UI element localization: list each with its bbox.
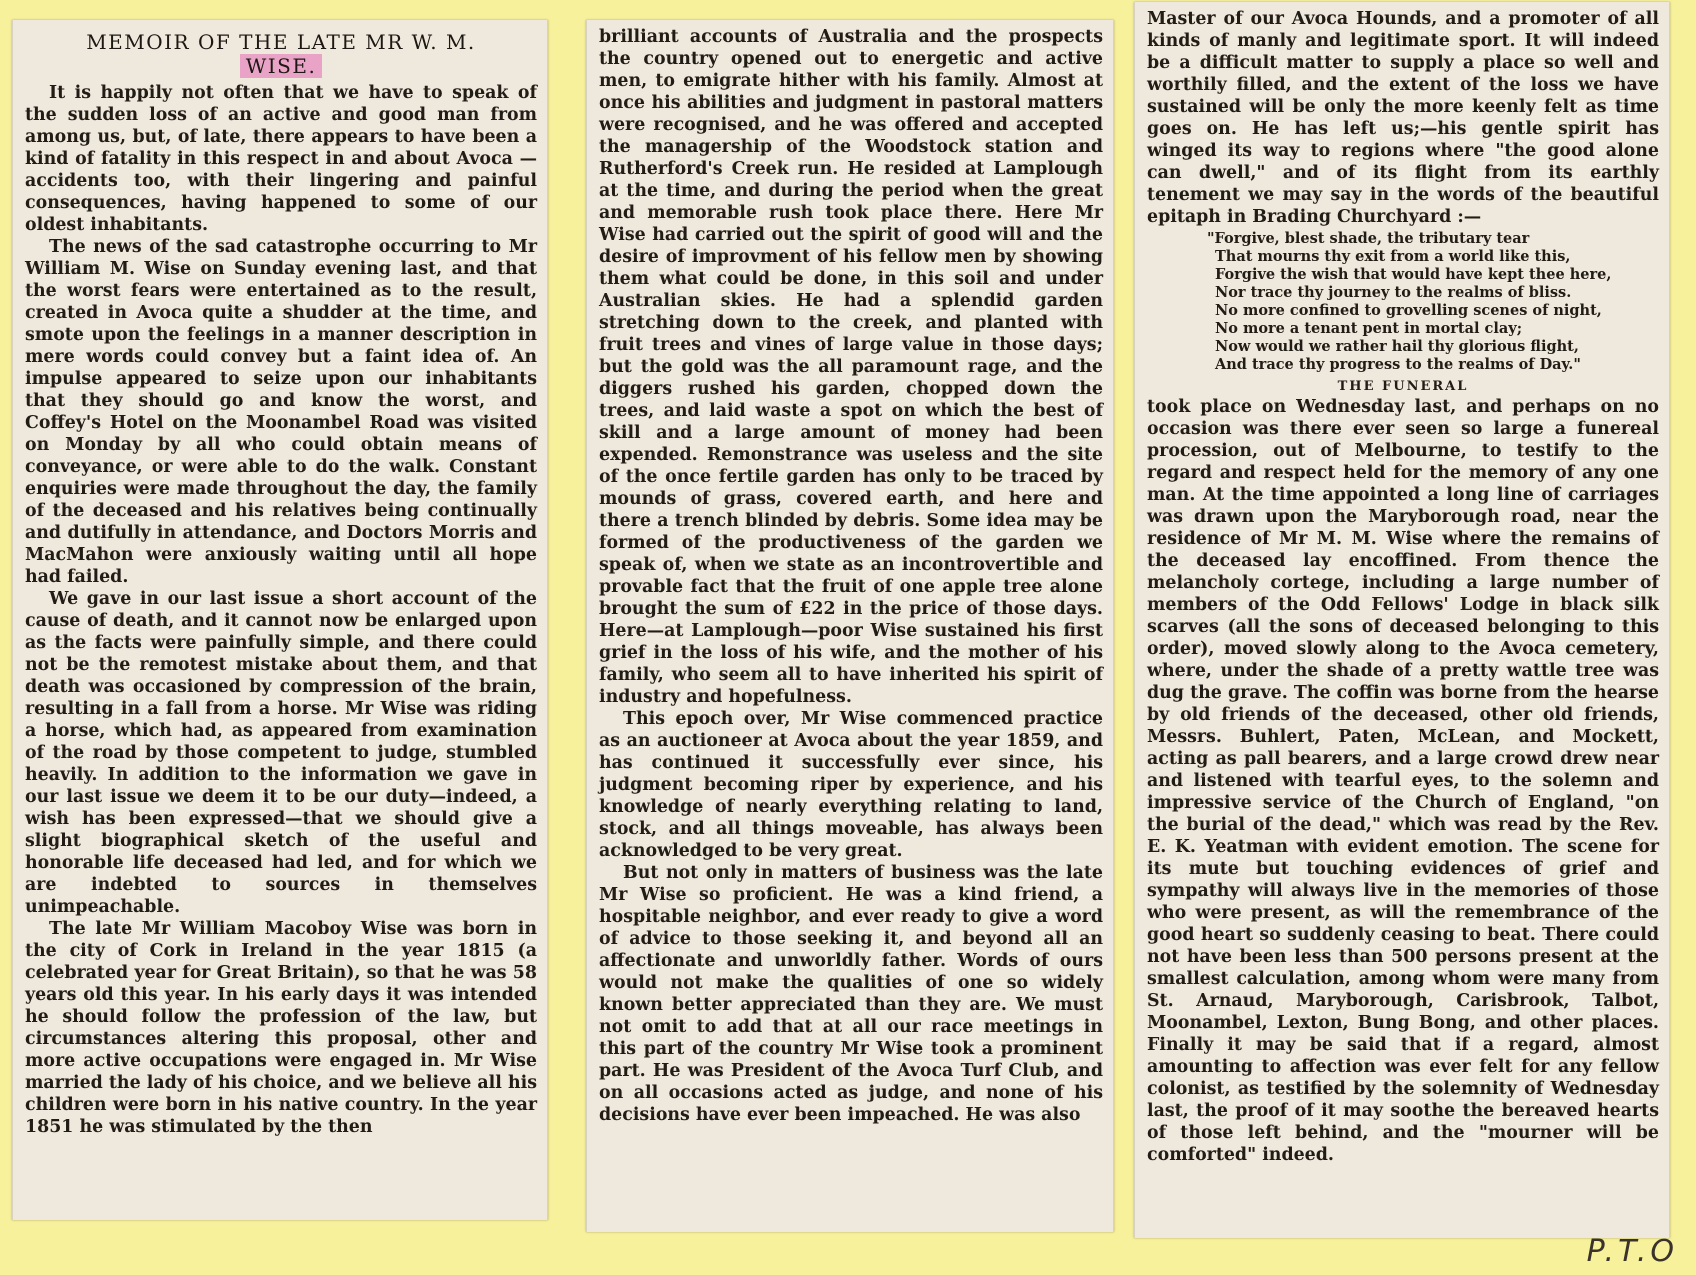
funeral-subheading: THE FUNERAL — [1337, 379, 1469, 394]
paragraph-biography: The late Mr William Macoboy Wise was born in the city of Cork in Ireland in the year 1815 (a celebrated year for Great Britain), so that he was 58 years old this year. In his early days it was intended he should follow the profession of the law, but circumstances altering this proposal, other and more active occupations were engaged in. Mr Wise married the lady of his choice, and we believe all his children were born in his native country. In the year 1851 he was stimulated by the then — [25, 919, 537, 1137]
clipping-column-1 — [12, 20, 548, 1220]
clipping-column-2 — [586, 20, 1114, 1232]
column-1-text — [13, 20, 547, 1138]
epitaph-poem — [1207, 230, 1659, 374]
clipping-column-3 — [1134, 2, 1670, 1238]
poem-line: That mourns thy exit from a world like this, — [1215, 248, 1571, 265]
poem-line: Forgive the wish that would have kept thee here, — [1215, 266, 1612, 283]
paragraph-funeral: took place on Wednesday last, and perhaps on no occasion was there ever seen so large a funereal procession, out of Melbourne, to testify to the regard and respect held for the memory of any one man. At the time appointed a long line of carriages was drawn upon the Maryborough road, near the residence of Mr M. M. Wise where the remains of the deceased lay encoffined. From thence the melancholy cortege, including a large number of members of the Odd Fellows' Lodge in black silk scarves (all the sons of deceased belonging to this order), moved slowly along to the Avoca cemetery, where, under the shade of a pretty wattle tree was dug the grave. The coffin was borne from the hearse by old friends of the deceased, other old friends, Messrs. Buhlert, Paten, McLean, and Mockett, acting as pall bearers, and a large crowd drew near and listened with tearful eyes, to the solemn and impressive service of the Church of England, "on the burial of the dead," which was read by the Rev. E. K. Yeatman with evident emotion. The scene for its mute but touching evidences of grief and sympathy will always live in the memories of those who were present, as will the remembrance of the good heart so suddenly ceasing to beat. There could not have been less than 500 persons present at the smallest calculation, among whom were many from St. Arnaud, Maryborough, Carisbrook, Talbot, Moonambel, Lexton, Bung Bong, and other places. Finally it may be said that if a regard, almost amounting to affection was ever felt for any fellow colonist, as testified by the solemnity of Wednesday last, the proof of it may soothe the bereaved hearts of those left behind, and the "mourner will be comforted" indeed. — [1147, 397, 1659, 1165]
poem-line: Now would we rather hail thy glorious flight, — [1215, 338, 1579, 355]
column-3-text — [1135, 2, 1669, 1166]
paragraph-auctioneer: This epoch over, Mr Wise commenced practice as an auctioneer at Avoca about the year 1859, and has continued it successfully ever since, his judgment becoming riper by experience, and his knowledge of nearly everything relating to land, stock, and all things moveable, has always been acknowledged to be very great. — [599, 709, 1103, 861]
paragraph-cause-of-death: We gave in our last issue a short account of the cause of death, and it cannot now be enlarged upon as the facts were painfully simple, and there could not be the remotest mistake about them, and that death was occasioned by compression of the brain, resulting in a fall from a horse. Mr Wise was riding a horse, which had, as appeared from examination of the road by those competent to judge, stumbled heavily. In addition to the information we gave in our last issue we deem it to be our duty—indeed, a wish has been expressed—that we should give a slight biographical sketch of the useful and honorable life deceased had led, and for which we are indebted to sources in themselves unimpeachable. — [25, 589, 537, 917]
paragraph-news: The news of the sad catastrophe occurring to Mr William M. Wise on Sunday evening last, and that the worst fears were entertained as to the result, created in Avoca quite a shudder at the time, and smote upon the feelings in a manner description in mere words could convey but a faint idea of. An impulse appeared to seize upon our inhabitants that they should go and know the worst, and Coffey's Hotel on the Moonambel Road was visited on Monday by all who could obtain means of conveyance, or were able to do the walk. Constant enquiries were made throughout the day, the family of the deceased and his relatives being continually and dutifully in attendance, and Doctors Morris and MacMahon were anxiously waiting until all hope had failed. — [25, 237, 537, 587]
column-2-text — [587, 20, 1113, 1126]
poem-line: "Forgive, blest shade, the tributary tear — [1207, 230, 1530, 247]
poem-line: No more confined to grovelling scenes of night, — [1215, 302, 1602, 319]
article-title-line-1: MEMOIR OF THE LATE MR W. M. — [86, 30, 476, 54]
article-title — [25, 30, 537, 78]
poem-line: And trace thy progress to the realms of Day." — [1215, 356, 1581, 373]
paragraph-hounds: Master of our Avoca Hounds, and a promoter of all kinds of manly and legitimate sport. It will indeed be a difficult matter to supply a place so well and worthily filled, and the extent of the loss we have sustained will be only the more keenly felt as time goes on. He has left us;—his gentle spirit has winged its way to regions where "the good alone can dwell," and of its flight from its earthly tenement we may say in the words of the beautiful epitaph in Brading Churchyard :— — [1147, 9, 1659, 227]
paragraph-character: But not only in matters of business was the late Mr Wise so proficient. He was a kind friend, a hospitable neighbor, and ever ready to give a word of advice to those seeking it, and beyond all an affectionate and unworldly father. Words of ours would not make the qualities of one so widely known better appreciated than they are. We must not omit to add that at all our race meetings in this part of the country Mr Wise took a prominent part. He was President of the Avoca Turf Club, and on all occasions acted as judge, and none of his decisions have ever been impeached. He was also — [599, 863, 1103, 1125]
article-title-line-2-highlighted: WISE. — [240, 54, 323, 78]
handwritten-pto-annotation: P.T.O — [1586, 1234, 1678, 1269]
paragraph-intro: It is happily not often that we have to speak of the sudden loss of an active and good man from among us, but, of late, there appears to have been a kind of fatality in this respect in and about Avoca —accidents too, with their lingering and painful consequences, having happened to some of our oldest inhabitants. — [25, 83, 537, 235]
paragraph-australia: brilliant accounts of Australia and the prospects the country opened out to energetic and active men, to emigrate hither with his family. Almost at once his abilities and judgment in pastoral matters were recognised, and he was offered and accepted the managership of the Woodstock station and Rutherford's Creek run. He resided at Lamplough at the time, and during the period when the great and memorable rush took place there. Here Mr Wise had carried out the spirit of good will and the desire of improvment of his fellow men by showing them what could be done, in this soil and under Australian skies. He had a splendid garden stretching down to the creek, and planted with fruit trees and vines of large value in those days; but the gold was the all paramount rage, and the diggers rushed his garden, chopped down the trees, and laid waste a spot on which the best of skill and a large amount of money had been expended. Remonstrance was useless and the site of the once fertile garden has only to be traced by mounds of grass, covered earth, and here and there a trench blinded by debris. Some idea may be formed of the productiveness of the garden we speak of, when we state as an incontrovertible and provable fact that the fruit of one apple tree alone brought the sum of £22 in the price of those days. Here—at Lamplough—poor Wise sustained his first grief in the loss of his wife, and the mother of his family, who seem all to have inherited his spirit of industry and hopefulness. — [599, 27, 1103, 707]
poem-line: No more a tenant pent in mortal clay; — [1215, 320, 1523, 337]
poem-line: Nor trace thy journey to the realms of bliss. — [1215, 284, 1572, 301]
